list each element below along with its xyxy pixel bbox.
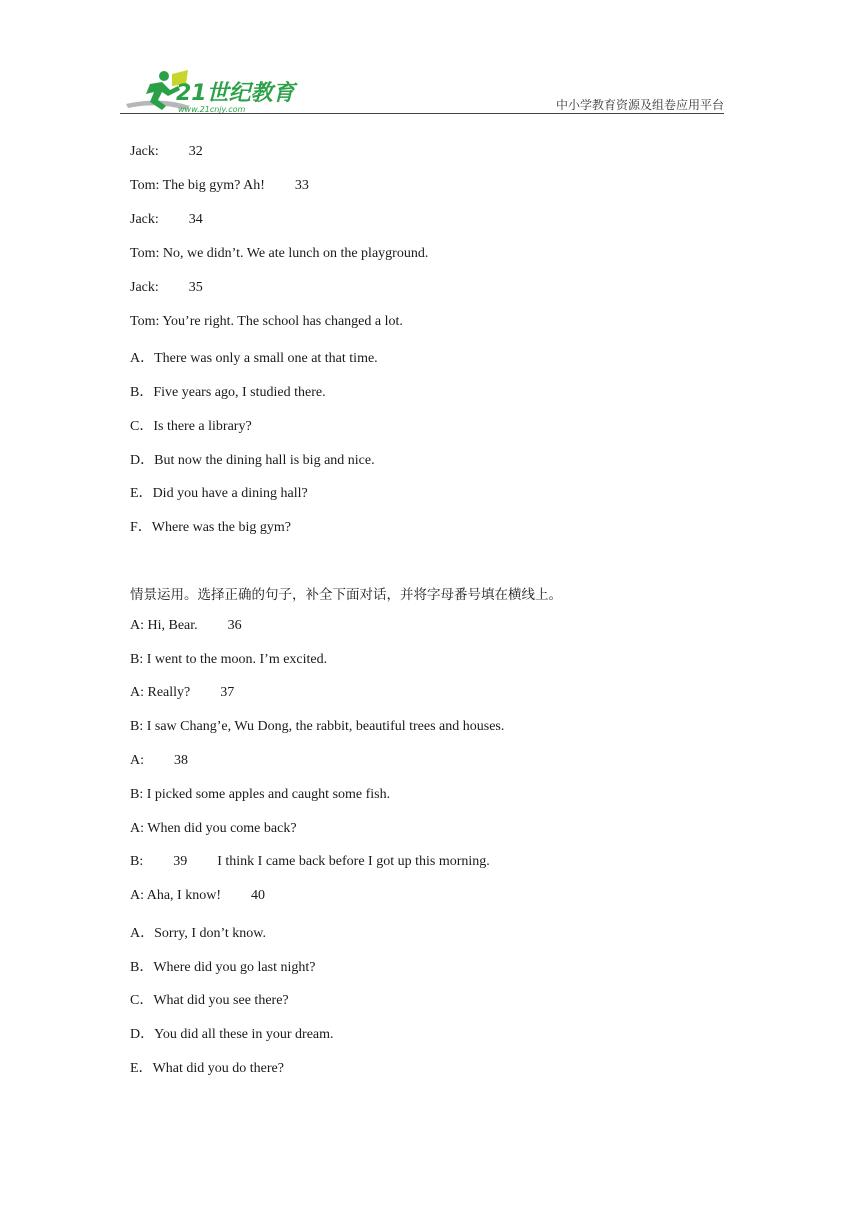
speaker: Jack: bbox=[130, 144, 159, 159]
svg-text:21世纪教育: 21世纪教育 bbox=[176, 81, 295, 106]
dialogue-line: B: I picked some apples and caught some fish. bbox=[130, 787, 391, 802]
dialogue-line bbox=[130, 246, 428, 262]
speaker: Tom: bbox=[130, 178, 160, 193]
option-item: C．Is there a library? bbox=[130, 419, 252, 434]
header-divider bbox=[120, 113, 724, 114]
answer-blank[interactable]: 34 bbox=[188, 212, 203, 227]
option-item: A．Sorry, I don’t know. bbox=[130, 926, 266, 941]
page-header bbox=[120, 66, 724, 116]
runner-logo-icon bbox=[120, 66, 300, 116]
answer-blank[interactable]: 38 bbox=[174, 753, 188, 768]
dialogue-line: B: I went to the moon. I’m excited. bbox=[130, 652, 328, 667]
platform-name: 中小学教育资源及组卷应用平台 bbox=[555, 98, 724, 112]
dialogue-line: A: Hi, Bear. 36 bbox=[130, 618, 265, 634]
speaker: Tom: bbox=[130, 314, 160, 329]
speaker: Jack: bbox=[130, 212, 159, 227]
dialogue-line: A: Really? 37 bbox=[130, 685, 257, 701]
svg-text:www.21cnjy.com: www.21cnjy.com bbox=[178, 105, 246, 114]
answer-blank[interactable]: 37 bbox=[220, 685, 235, 700]
dialogue-text: You’re right. The school has changed a lot. bbox=[162, 314, 403, 329]
dialogue-line bbox=[130, 212, 226, 228]
dialogue-text: The big gym? Ah! bbox=[162, 178, 265, 193]
option-item: E．Did you have a dining hall? bbox=[130, 486, 308, 501]
answer-blank[interactable]: 35 bbox=[188, 280, 203, 295]
speaker: Tom: bbox=[130, 246, 160, 261]
dialogue-text: No, we didn’t. We ate lunch on the playground. bbox=[162, 246, 429, 261]
dialogue-line: B: 39 I think I came back before I got up this morning. bbox=[130, 854, 490, 869]
dialogue-line bbox=[130, 280, 226, 296]
dialogue-line: B: I saw Chang’e, Wu Dong, the rabbit, beautiful trees and houses. bbox=[130, 719, 505, 734]
answer-blank[interactable]: 32 bbox=[188, 144, 203, 159]
option-item: B．Where did you go last night? bbox=[130, 960, 316, 975]
section-instruction: 情景运用。选择正确的句子，补全下面对话，并将字母番号填在横线上。 bbox=[130, 587, 562, 603]
option-item: B．Five years ago, I studied there. bbox=[130, 385, 326, 400]
answer-blank[interactable]: 40 bbox=[251, 888, 265, 903]
answer-blank[interactable]: 33 bbox=[294, 178, 309, 193]
option-item: D．But now the dining hall is big and nice. bbox=[130, 453, 375, 468]
answer-blank[interactable]: 36 bbox=[227, 618, 242, 633]
option-item: C．What did you see there? bbox=[130, 993, 289, 1008]
dialogue-line: A: When did you come back? bbox=[130, 821, 297, 836]
dialogue-line: A: Aha, I know! 40 bbox=[130, 888, 288, 904]
option-item: A．There was only a small one at that time. bbox=[130, 351, 378, 366]
option-item: E．What did you do there? bbox=[130, 1061, 284, 1076]
dialogue-line bbox=[130, 144, 226, 160]
answer-blank[interactable]: 39 bbox=[173, 854, 188, 869]
dialogue-line: A: 38 bbox=[130, 753, 211, 769]
dialogue-line bbox=[130, 178, 332, 194]
dialogue-line bbox=[130, 314, 403, 330]
option-item: D．You did all these in your dream. bbox=[130, 1027, 334, 1042]
site-logo bbox=[120, 66, 300, 116]
speaker: Jack: bbox=[130, 280, 159, 295]
option-item: F．Where was the big gym? bbox=[130, 520, 291, 535]
